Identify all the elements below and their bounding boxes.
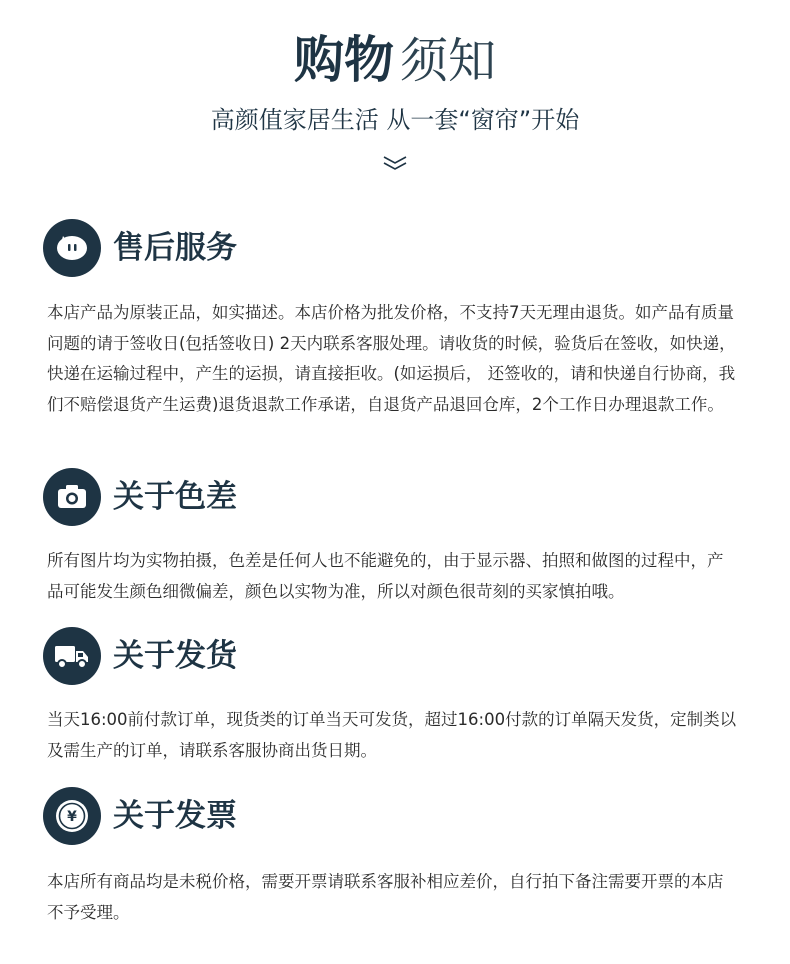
camera-icon — [43, 468, 101, 526]
section-title: 关于发货 — [113, 638, 237, 674]
section-header — [43, 787, 743, 847]
section-color-difference — [43, 468, 743, 601]
section-body: 当天16:00前付款订单，现货类的订单当天可发货，超过16:00付款的订单隔天发货，定制类以及需生产的订单，请联系客服协商出货日期。 — [47, 710, 737, 760]
svg-text:¥: ¥ — [67, 809, 77, 825]
section-body: 本店产品为原装正品，如实描述。本店价格为批发价格，不支持7天无理由退货。如产品有质量问题的请于签收日(包括签收日) 2天内联系客服处理。请收货的时候，验货后在签收，如快递，快递在运输过程中，产生的运损，请直接拒收。(如运损后， 还签收的，请和快递自行协商，我们不赔偿退货产生运费)退货退款工作承诺，自退货产品退回仓库，2个工作日办理退款工作。 — [47, 303, 736, 414]
section-title: 关于发票 — [113, 798, 237, 834]
section-body: 所有图片均为实物拍摄，色差是任何人也不能避免的，由于显示器、拍照和做图的过程中，产品可能发生颜色细微偏差，颜色以实物为准，所以对颜色很苛刻的买家慎拍哦。 — [47, 551, 724, 601]
section-title: 关于色差 — [113, 479, 237, 515]
section-header — [43, 468, 743, 528]
yen-coin-icon — [43, 787, 101, 845]
page-subtitle: 高颜值家居生活 从一套“窗帘”开始 — [210, 106, 580, 134]
section-body: 本店所有商品均是未税价格，需要开票请联系客服补相应差价，自行拍下备注需要开票的本店不予受理。 — [47, 872, 724, 922]
section-shipping — [43, 627, 743, 760]
section-title: 售后服务 — [113, 230, 237, 266]
page-title-light: 须知 — [399, 33, 496, 89]
section-header — [43, 219, 743, 279]
page-title-bold: 购物 — [293, 31, 394, 89]
chat-bubble-icon — [43, 219, 101, 277]
double-chevron-down-icon — [383, 154, 407, 174]
section-invoice — [43, 787, 743, 922]
section-header — [43, 627, 743, 687]
page-title — [0, 30, 790, 102]
section-after-sales — [43, 219, 743, 414]
delivery-truck-icon — [43, 627, 101, 685]
